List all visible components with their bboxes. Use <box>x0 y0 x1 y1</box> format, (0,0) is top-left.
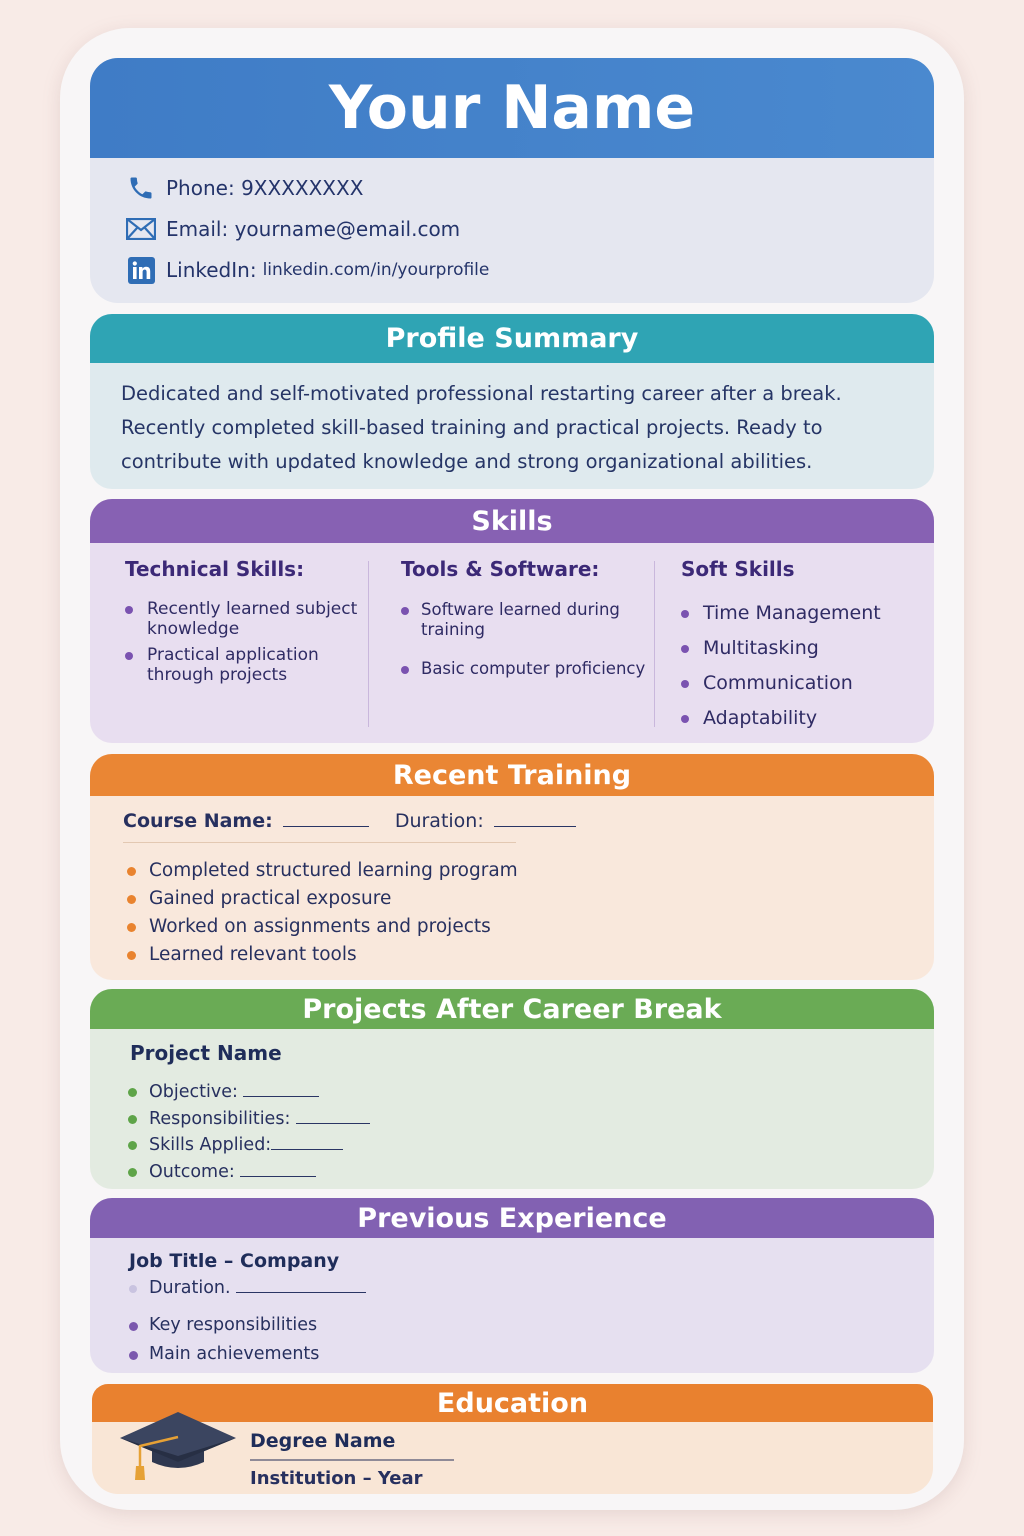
list-item: Gained practical exposure <box>127 885 518 913</box>
project-name-heading: Project Name <box>130 1041 282 1065</box>
list-item: Completed structured learning program <box>127 857 518 885</box>
skills-applied-blank[interactable] <box>271 1149 343 1150</box>
projects-section <box>90 989 934 1189</box>
course-name-blank[interactable] <box>283 826 369 827</box>
list-item: Objective: <box>128 1079 370 1106</box>
list-item: Skills Applied: <box>128 1132 370 1159</box>
name-title: Your Name <box>90 58 934 158</box>
degree-name: Degree Name <box>250 1430 396 1452</box>
phone-label: Phone: <box>166 176 235 200</box>
duration-label: Duration. <box>149 1278 231 1298</box>
course-name-label: Course Name: <box>123 810 273 832</box>
divider <box>654 561 655 727</box>
outcome-blank[interactable] <box>240 1176 316 1177</box>
objective-blank[interactable] <box>243 1096 319 1097</box>
list-item: Time Management <box>681 596 921 631</box>
list-item: Learned relevant tools <box>127 941 518 969</box>
institution-year: Institution – Year <box>250 1468 423 1489</box>
profile-summary-title: Profile Summary <box>90 314 934 363</box>
recent-training-section <box>90 754 934 980</box>
responsibilities-blank[interactable] <box>296 1123 370 1124</box>
profile-summary-section <box>90 314 934 489</box>
divider <box>368 561 369 727</box>
duration-row <box>129 1278 366 1298</box>
list-item: Responsibilities: <box>128 1106 370 1133</box>
technical-skills-heading: Technical Skills: <box>125 557 305 581</box>
list-item: Multitasking <box>681 631 921 666</box>
linkedin-label: LinkedIn: <box>166 258 257 282</box>
list-item: Key responsibilities <box>129 1311 319 1340</box>
list-item: Basic computer proficiency <box>401 659 661 679</box>
list-item: Software learned during training <box>401 600 661 640</box>
previous-experience-title: Previous Experience <box>90 1198 934 1238</box>
previous-experience-section <box>90 1198 934 1373</box>
linkedin-value[interactable]: linkedin.com/in/yourprofile <box>262 260 490 280</box>
list-item: Communication <box>681 666 921 701</box>
envelope-icon <box>126 214 156 244</box>
duration-blank[interactable] <box>494 826 576 827</box>
duration-label: Duration: <box>394 810 484 832</box>
email-row <box>126 214 460 244</box>
recent-training-title: Recent Training <box>90 754 934 796</box>
phone-icon <box>126 173 156 203</box>
list-item: Outcome: <box>128 1159 370 1186</box>
technical-skills-column <box>125 557 365 685</box>
phone-value: 9XXXXXXXX <box>241 176 364 200</box>
phone-row <box>126 173 363 203</box>
email-value[interactable]: yourname@email.com <box>234 217 461 241</box>
education-section <box>92 1384 933 1494</box>
soft-skills-heading: Soft Skills <box>681 557 795 581</box>
list-item: Practical application through projects <box>125 645 365 685</box>
job-title-company: Job Title – Company <box>129 1250 340 1272</box>
tools-software-column <box>401 557 661 679</box>
duration-blank[interactable] <box>236 1292 366 1293</box>
divider <box>250 1459 454 1461</box>
list-item: Main achievements <box>129 1340 319 1369</box>
skills-section <box>90 499 934 743</box>
linkedin-row <box>126 255 489 285</box>
skills-title: Skills <box>90 499 934 543</box>
divider <box>123 842 516 843</box>
list-item: Worked on assignments and projects <box>127 913 518 941</box>
header-section <box>90 58 934 303</box>
graduation-cap-icon <box>118 1404 238 1488</box>
email-label: Email: <box>166 217 229 241</box>
soft-skills-column <box>681 557 921 736</box>
tools-software-heading: Tools & Software: <box>401 557 600 581</box>
list-item: Adaptability <box>681 701 921 736</box>
bullet-dot <box>129 1285 137 1293</box>
education-title: Education <box>92 1384 933 1422</box>
projects-title: Projects After Career Break <box>90 989 934 1029</box>
list-item: Recently learned subject knowledge <box>125 599 365 639</box>
course-row <box>123 810 576 832</box>
profile-summary-text: Dedicated and self-motivated professional restarting career after a break. Recently completed skill-based training and practical projects. Ready to contribute with updated knowledge and strong organizational abilities. <box>121 382 842 473</box>
linkedin-icon <box>126 255 156 285</box>
